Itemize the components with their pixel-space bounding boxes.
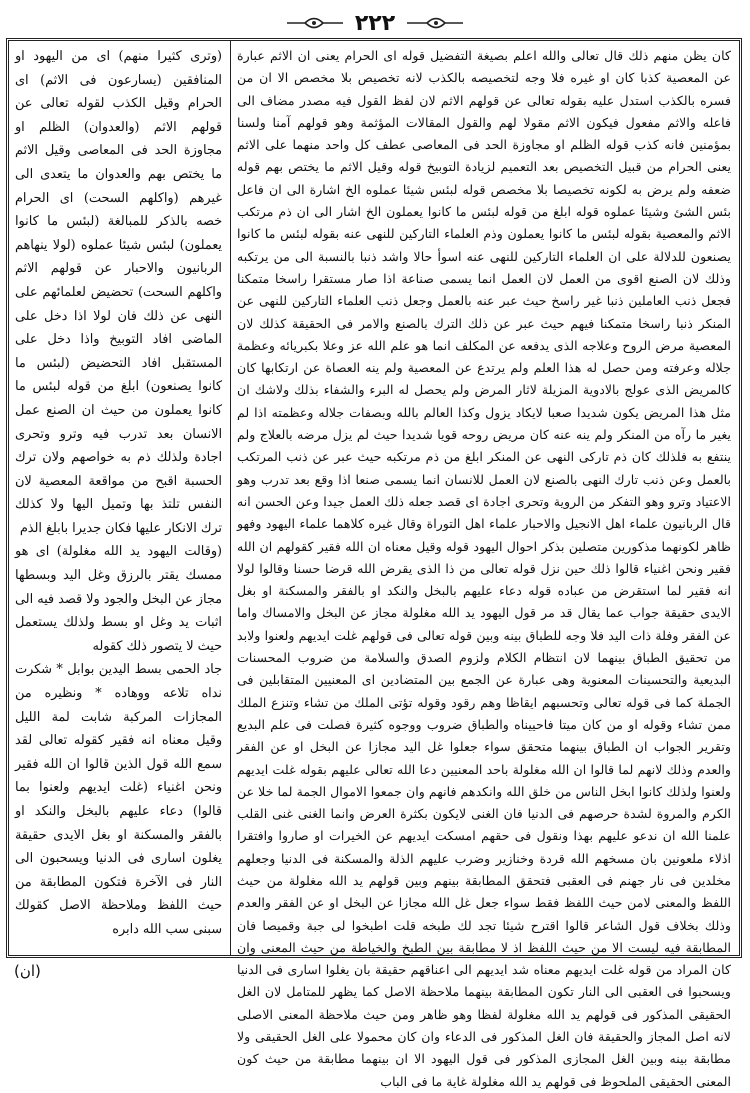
tafsir-paragraph: (وترى كثيرا منهم) اى من اليهود او المنافقين (يسارعون فى الاثم) اى الحرام وقيل الكذب لقوله تعالى عن قولهم الاثم (والعدوان) الظلم او مجاوزة الحد فى المعاصى وقيل الاثم ما يختص بهم والعدوان ما يتعدى الى غيرهم (واكلهم السحت) اى الحرام خصه بالذكر للمبالغة (لبئس ما كانوا يعملون) لبئس شيئا عملوه (لولا ينهاهم الربانيون والاحبار عن قولهم الاثم واكلهم السحت) تحضيض لعلمائهم على النهى عن ذلك فان لولا اذا دخل على الماضى افاد التوبيخ واذا دخل على المستقبل افاد التحضيض (لبئس ما كانوا يصنعون) ابلغ من قوله لبئس ما كانوا يعملون من حيث ان الصنع عمل الانسان بعد تدرب فيه وترو وتحرى اجادة ولذلك ذم به خواصهم ولان ترك الحسبة اقبح من مواقعة المعصية لان النفس تلتذ بها وتميل اليها ولا كذلك ترك الانكار عليها فكان جديرا بابلغ الذم — [15, 49, 222, 536]
tafsir-paragraph: جاد الحمى بسط اليدين بوابل * شكرت نداه تلاعه ووهاده * ونظيره من المجازات المركبة شابت لمة الليل وقيل معناه انه فقير كقوله تعالى لقد سمع الله قول الذين قالوا ان الله فقير ونحن اغنياء (غلت ايديهم ولعنوا بما قالوا) دعاء عليهم بالبخل والنكد او بالفقر والمسكنة او بغل الايدى حقيقة يغلون اسارى فى الدنيا ويسحبون الى النار فى الآخرة فتكون المطابقة من حيث اللفظ وملاحظة الاصل كقولك سبنى سب الله دابره — [15, 662, 222, 937]
left-ornament-icon — [285, 16, 345, 30]
page-frame — [6, 38, 742, 1089]
catchword: (ان) — [14, 962, 41, 980]
tafsir-paragraph: (وقالت اليهود يد الله مغلولة) اى هو ممسك يقتر بالرزق وغل اليد وبسطها مجاز عن البخل والجود ولا قصد فيه الى اثبات يد وغل او بسط ولذلك يستعمل حيث لا يتصور ذلك كقوله — [15, 544, 222, 654]
right-ornament-icon — [405, 16, 465, 30]
commentary-paragraph: كان يظن منهم ذلك قال تعالى والله اعلم بصيغة التفضيل قوله اى الحرام يعنى ان الاثم عبارة عن المعصية كذبا كان او غيره فلا وجه لتخصيصه بالكذب لانه تخصيص بلا مخصص الا ان من فسره بالكذب استدل عليه بقوله تعالى عن قولهم الاثم لان لفظ القول فيه مصدر مضاف الى فاعله والاثم مفعول فيكون الاثم مقولا لهم والقول المقالات المؤثمة وهو قولهم آمنا ولسنا بمؤمنين فانه كذب قوله الظلم او مجاوزة الحد فى المعاصى عطف كل واحد منهما على الاثم يعنى الحرام من قبيل التخصيص بعد التعميم لزيادة التوبيخ قوله وقيل الاثم ما يختص بهم قوله ضعفه ولم يرض به لكونه تخصيصا بلا مخصص قوله لبئس شيئا عملوه الخ اشارة الى ان فاعل بئس الشئ وشيئا عملوه قوله ابلغ من قوله لبئس ما كانوا يعملون الخ اشار الى ان ذم مرتكب الاثم والمعصية بقوله لبئس ما كانوا يعملون وذم العلماء التاركين للنهى عنه بقوله لبئس ما كانوا يصنعون للدلالة على ان العلماء التاركين للنهى عنه اسوأ حالا واشد ذنبا بالنسبة الى من يرتكبه وذلك لان الصنع اقوى من العمل لان العمل انما يسمى صناعة اذا صار مستقرا راسخا متمكنا فجعل ذنب العاملين ذنبا غير راسخ حيث عبر عنه بالعمل وجعل ذنب العلماء التاركين للنهى عن المنكر ذنبا راسخا متمكنا فيهم حيث عبر عن ذلك الترك بالصنع والامر فى الحقيقة كذلك لان المعصية مرض الروح وعلاجه الذى يدفعه عن المكلف انما هو علم الله عز وعلا بكبريائه وعظمة جلاله وعرفته ومن حصل له هذا العلم ولم يرتدع عن المعصية ولم ينه العصاة عن ارتكابها كان كالمريض الذى عولج بالادوية المزيلة لاثار المرض ولم يحصل له البرء والشفاء بذلك ولاشك ان مثل هذا المريض يكون شديدا صعبا لايكاد يزول وكذا العالم بالله وبصفات جلاله وعظمته اذا لم يغير ما رآه من المنكر ولم ينه عنه كان مريض روحه قويا شديدا حيث لم يزل مرضه بالعلاج ولم ينتفع به فلذلك كان ذم تاركى النهى عن المنكر ابلغ من ذم مرتكبه حيث عبر عن ذنب المرتكب بالعمل وعن ذنب تارك النهى بالصنع لان العمل للانسان انما يسمى صنعا اذا وقع بعد تدرب وهو الاعتياد وترو وهو التفكر من الروية وتحرى اجادة اى قصد جعله ذلك العمل جيدا وعن الحسن انه قال الربانيون علماء اهل الانجيل والاحبار علماء اهل التوراة وقال غيره كلاهما علماء اليهود وفهو ظاهر لكونهما مذكورين متصلين بذكر احوال اليهود قوله وقيل معناه ان الله فقير كقولهم ان الله فقير ونحن اغنياء قالوا ذلك حين نزل قوله تعالى من ذا الذى يقرض الله قرضا حسنا وقالوا لولا انه فقير لما استقرض من عباده قوله دعاء عليهم بالبخل والنكد او بالفقر والمسكنة او بغل الايدى حقيقة جواب عما يقال قد مر قول اليهود يد الله مغلولة مجاز عن البخل والامساك واما عن الفقر وفلة ذات اليد فلا وجه للطباق بينه وبين قوله تعالى فى قولهم غلت ايديهم ولعنوا ولابد من تحقيق الطباق بينهما لان انتظام الكلام ولزوم الصدق والسلامة من ضروب المحسنات البديعية والتحسينات المعنوية وهى عبارة عن الجمع بين المتضادين اى المعنيين المتقابلين فى الجملة كما فى قوله تعالى وتحسبهم ايقاظا وهم رقود وقوله تؤتى الملك من تشاء وتنزع الملك ممن تشاء وقوله او من كان ميتا فاحييناه والطباق ضروب ووجوه كثيرة فصلت فى علم البديع وتقرير الجواب ان الطباق بينهما متحقق سواء جعلوا غل اليد مجازا عن البخل او عن الفقر والعدم وذلك لانهم لما قالوا ان الله مغلولة باحد المعنيين دعا الله تعالى عليهم بقوله غلت ايديهم ولعنوا ولذلك كانوا ابخل الناس من خلق الله وانكدهم فانهم وان جمعوا الاموال الجمة لما خلا عن الكرم والمروة لشدة حرصهم فى الدنيا فان الغنى لايكون بكثرة العرض وانما الغنى غنى القلب علمنا الله ان ندعو عليهم بهذا ونقول فى حقهم امسكت ايديهم عن الخيرات او صاروا وافتقرا اذلاء ملعونين بان مسخهم الله قردة وخنازير وضرب عليهم الذلة والمسكنة فى الدنيا وجعلهم مخلدين فى نار جهنم فى العقبى فتحقق المطابقة بينهم وبين قولهم يد الله مغلولة من حيث اللفظ والمعنى لامن حيث اللفظ فقط سواء جعل غل الله مجازا عن البخل او عن الفقر والعدم وذلك بخلاف قول الشاعر قالوا اقترح شيئا تجد لك طبخه قلت اطبخوا لى جبة وقميصا فان المطابقة فيه ليست الا من حيث اللفظ اذ لا مطابقة بين الطبخ والخياطة من حيث المعنى وان كان المراد من قوله غلت ايديهم معناه شد ايديهم الى اعناقهم حقيقة بان يغلوا اسارى فى الدنيا ويسحبوا فى العقبى الى النار تكون المطابقة بينهما ملاحظة الاصل كما يظهر للمتامل لان الغل الحقيقى المذكور فى قولهم يد الله مغلولة لفظا وهو ظاهر ومن حيث ملاحظة المعنى الاصلى لانه اصل المجاز والحقيقة فان الغل المذكور فى الدعاء وان كان محمولا على الغل الحقيقى ولا مطابقة بينه وبين الغل المجازى المذكور فى قول اليهود الا ان بينهما مطابقة من حيث كون المعنى الحقيقى الملحوظ فى قولهم يد الله مغلولة غاية ما فى الباب — [237, 48, 732, 1089]
page-number: ٢٢٢ — [354, 10, 396, 36]
tafsir-margin-column — [9, 41, 231, 955]
commentary-column — [227, 41, 739, 1089]
page-header — [0, 8, 750, 38]
